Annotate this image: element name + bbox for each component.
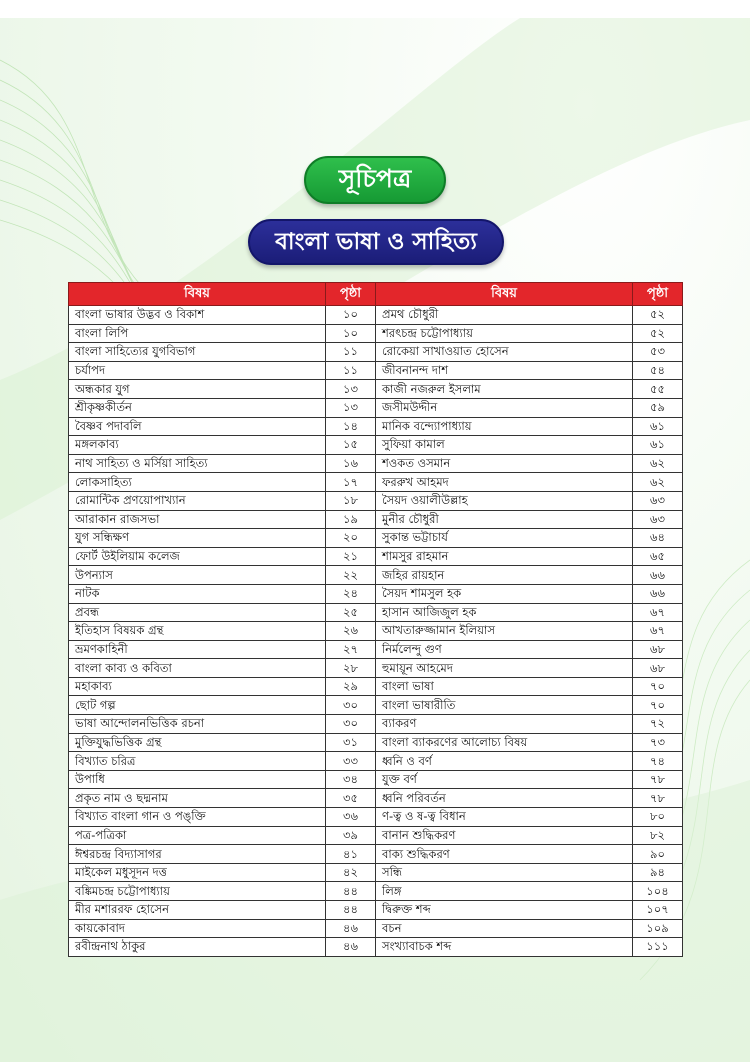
table-row [69,380,683,399]
topic-left-cell: চর্যাপদ [69,361,326,380]
topic-left-cell: অন্ধকার যুগ [69,380,326,399]
page-right-cell: ১০৯ [633,919,683,938]
header-topic-right: বিষয় [376,283,633,306]
page-right-cell: ৬৪ [633,529,683,548]
topic-right-cell: বচন [376,919,633,938]
page-right-cell: ৬১ [633,436,683,455]
table-row [69,603,683,622]
page-right-cell: ৫৩ [633,343,683,362]
topic-left-cell: মুক্তিযুদ্ধভিত্তিক গ্রন্থ [69,733,326,752]
table-row [69,715,683,734]
page-right-cell: ৬২ [633,473,683,492]
topic-left-cell: শ্রীকৃষ্ণকীর্তন [69,398,326,417]
topic-right-cell: রোকেয়া সাখাওয়াত হোসেন [376,343,633,362]
topic-right-cell: ধ্বনি ও বর্ণ [376,752,633,771]
page-left-cell: ২১ [326,547,376,566]
topic-left-cell: ঈশ্বরচন্দ্র বিদ্যাসাগর [69,845,326,864]
topic-right-cell: হাসান আজিজুল হক [376,603,633,622]
page-left-cell: ২৭ [326,640,376,659]
page-right-cell: ৭৩ [633,733,683,752]
page-right-cell: ১০৭ [633,901,683,920]
table-row [69,789,683,808]
topic-left-cell: মীর মশাররফ হোসেন [69,901,326,920]
topic-right-cell: আখতারুজ্জামান ইলিয়াস [376,622,633,641]
topic-right-cell: বাংলা ভাষা [376,677,633,696]
page-left-cell: ৩৫ [326,789,376,808]
page-left-cell: ৪২ [326,863,376,882]
topic-left-cell: বিখ্যাত চরিত্র [69,752,326,771]
header-page-left: পৃষ্ঠা [326,283,376,306]
topic-left-cell: ফোর্ট উইলিয়াম কলেজ [69,547,326,566]
topic-right-cell: সৈয়দ শামসুল হক [376,584,633,603]
page-left-cell: ২৫ [326,603,376,622]
table-row [69,845,683,864]
table-row [69,510,683,529]
topic-right-cell: শামসুর রাহমান [376,547,633,566]
table-row [69,491,683,510]
topic-right-cell: সুকান্ত ভট্টাচার্য [376,529,633,548]
topic-left-cell: উপন্যাস [69,566,326,585]
topic-right-cell: লিঙ্গ [376,882,633,901]
table-row [69,826,683,845]
topic-left-cell: রবীন্দ্রনাথ ঠাকুর [69,938,326,957]
page-right-cell: ৭৪ [633,752,683,771]
table-row [69,640,683,659]
page-right-cell: ৬৩ [633,510,683,529]
topic-left-cell: উপাধি [69,770,326,789]
topic-left-cell: লোকসাহিত্য [69,473,326,492]
topic-right-cell: নির্মলেন্দু গুণ [376,640,633,659]
topic-right-cell: যুক্ত বর্ণ [376,770,633,789]
top-margin [0,0,750,18]
page-right-cell: ১১১ [633,938,683,957]
page-left-cell: ৪১ [326,845,376,864]
page-right-cell: ৯৪ [633,863,683,882]
page-left-cell: ৩০ [326,715,376,734]
topic-right-cell: ণ-ত্ব ও ষ-ত্ব বিধান [376,808,633,827]
page-left-cell: ৩০ [326,696,376,715]
table-header-row [69,283,683,306]
topic-right-cell: জসীমউদ্দীন [376,398,633,417]
topic-left-cell: কায়কোবাদ [69,919,326,938]
page-right-cell: ৫২ [633,306,683,325]
table-row [69,306,683,325]
topic-right-cell: দ্বিরুক্ত শব্দ [376,901,633,920]
table-row [69,398,683,417]
header-topic-left: বিষয় [69,283,326,306]
topic-left-cell: যুগ সন্ধিক্ষণ [69,529,326,548]
topic-right-cell: বাক্য শুদ্ধিকরণ [376,845,633,864]
topic-right-cell: সৈয়দ ওয়ালীউল্লাহ [376,491,633,510]
page-left-cell: ৪৬ [326,938,376,957]
page-left-cell: ১৬ [326,454,376,473]
topic-left-cell: আরাকান রাজসভা [69,510,326,529]
page-left-cell: ১৫ [326,436,376,455]
page-right-cell: ৬২ [633,454,683,473]
table-row [69,529,683,548]
page-right-cell: ৮২ [633,826,683,845]
topic-right-cell: মুনীর চৌধুরী [376,510,633,529]
page-right-cell: ৬৩ [633,491,683,510]
topic-right-cell: প্রমথ চৌধুরী [376,306,633,325]
page-left-cell: ১০ [326,324,376,343]
page-right-cell: ৬৫ [633,547,683,566]
topic-right-cell: বাংলা ভাষারীতি [376,696,633,715]
topic-right-cell: সন্ধি [376,863,633,882]
topic-right-cell: ধ্বনি পরিবর্তন [376,789,633,808]
topic-right-cell: ফররুখ আহমদ [376,473,633,492]
topic-left-cell: মঙ্গলকাব্য [69,436,326,455]
table-row [69,677,683,696]
page-right-cell: ৫৫ [633,380,683,399]
table-row [69,566,683,585]
page-right-cell: ৭৮ [633,770,683,789]
topic-left-cell: নাথ সাহিত্য ও মর্সিয়া সাহিত্য [69,454,326,473]
page-right-cell: ৭০ [633,696,683,715]
table-row [69,584,683,603]
table-row [69,696,683,715]
topic-right-cell: বানান শুদ্ধিকরণ [376,826,633,845]
table-row [69,547,683,566]
page-left-cell: ২০ [326,529,376,548]
topic-left-cell: নাটক [69,584,326,603]
table-row [69,752,683,771]
page-left-cell: ২৯ [326,677,376,696]
table-row [69,622,683,641]
topic-right-cell: সংখ্যাবাচক শব্দ [376,938,633,957]
contents-table [68,282,683,957]
page-left-cell: ১৮ [326,491,376,510]
page-left-cell: ৩১ [326,733,376,752]
table-row [69,343,683,362]
page-right-cell: ৯০ [633,845,683,864]
page-left-cell: ১০ [326,306,376,325]
page-left-cell: ৪৪ [326,901,376,920]
topic-left-cell: বাংলা কাব্য ও কবিতা [69,659,326,678]
topic-left-cell: পত্র-পত্রিকা [69,826,326,845]
page-right-cell: ৬৭ [633,603,683,622]
page-right-cell: ৭২ [633,715,683,734]
topic-right-cell: মানিক বন্দ্যোপাধ্যায় [376,417,633,436]
table-row [69,901,683,920]
table-row [69,361,683,380]
topic-left-cell: বঙ্কিমচন্দ্র চট্টোপাধ্যায় [69,882,326,901]
topic-left-cell: মহাকাব্য [69,677,326,696]
page-left-cell: ২৬ [326,622,376,641]
topic-right-cell: হুমায়ূন আহমেদ [376,659,633,678]
table-row [69,919,683,938]
page-left-cell: ৩৬ [326,808,376,827]
table-row [69,417,683,436]
table-row [69,473,683,492]
topic-right-cell: জীবনানন্দ দাশ [376,361,633,380]
page-right-cell: ১০৪ [633,882,683,901]
page-left-cell: ১৭ [326,473,376,492]
table-row [69,324,683,343]
topic-left-cell: বাংলা লিপি [69,324,326,343]
page-right-cell: ৬৭ [633,622,683,641]
page-left-cell: ১৩ [326,380,376,399]
table-row [69,882,683,901]
page-left-cell: ১৩ [326,398,376,417]
topic-left-cell: বাংলা সাহিত্যের যুগবিভাগ [69,343,326,362]
topic-left-cell: ইতিহাস বিষয়ক গ্রন্থ [69,622,326,641]
page-left-cell: ৩৯ [326,826,376,845]
topic-left-cell: মাইকেল মধুসূদন দত্ত [69,863,326,882]
page-right-cell: ৮০ [633,808,683,827]
page-left-cell: ৪৪ [326,882,376,901]
topic-right-cell: কাজী নজরুল ইসলাম [376,380,633,399]
page-left-cell: ১১ [326,361,376,380]
table-row [69,733,683,752]
page-left-cell: ১১ [326,343,376,362]
topic-right-cell: শরৎচন্দ্র চট্টোপাধ্যায় [376,324,633,343]
page-left-cell: ১৯ [326,510,376,529]
topic-left-cell: রোমান্টিক প্রণয়োপাখ্যান [69,491,326,510]
page-right-cell: ৫৪ [633,361,683,380]
topic-left-cell: ভাষা আন্দোলনভিত্তিক রচনা [69,715,326,734]
section-subtitle: বাংলা ভাষা ও সাহিত্য [248,219,504,265]
topic-left-cell: বৈষ্ণব পদাবলি [69,417,326,436]
page-right-cell: ৬৬ [633,566,683,585]
page-right-cell: ৭৮ [633,789,683,808]
table-row [69,436,683,455]
table-body [69,306,683,957]
table-row [69,454,683,473]
page-title: সূচিপত্র [304,156,446,204]
topic-right-cell: বাংলা ব্যাকরণের আলোচ্য বিষয় [376,733,633,752]
page-right-cell: ৫২ [633,324,683,343]
page-right-cell: ৫৯ [633,398,683,417]
page-right-cell: ৬১ [633,417,683,436]
topic-left-cell: বিখ্যাত বাংলা গান ও পঙ্‌ক্তি [69,808,326,827]
page-left-cell: ১৪ [326,417,376,436]
table-row [69,659,683,678]
topic-right-cell: শওকত ওসমান [376,454,633,473]
page-left-cell: ২৮ [326,659,376,678]
page-left-cell: ২২ [326,566,376,585]
table-row [69,938,683,957]
page-left-cell: ৪৬ [326,919,376,938]
table-row [69,770,683,789]
page-right-cell: ৭০ [633,677,683,696]
topic-right-cell: জহির রায়হান [376,566,633,585]
page-right-cell: ৬৬ [633,584,683,603]
topic-right-cell: সুফিয়া কামাল [376,436,633,455]
topic-left-cell: প্রকৃত নাম ও ছদ্মনাম [69,789,326,808]
topic-left-cell: ছোট গল্প [69,696,326,715]
page-left-cell: ৩৪ [326,770,376,789]
topic-left-cell: বাংলা ভাষার উদ্ভব ও বিকাশ [69,306,326,325]
table-row [69,808,683,827]
table-row [69,863,683,882]
header-page-right: পৃষ্ঠা [633,283,683,306]
page-left-cell: ৩৩ [326,752,376,771]
page-left-cell: ২৪ [326,584,376,603]
topic-right-cell: ব্যাকরণ [376,715,633,734]
page-right-cell: ৬৮ [633,640,683,659]
page-right-cell: ৬৮ [633,659,683,678]
topic-left-cell: ভ্রমণকাহিনী [69,640,326,659]
topic-left-cell: প্রবন্ধ [69,603,326,622]
